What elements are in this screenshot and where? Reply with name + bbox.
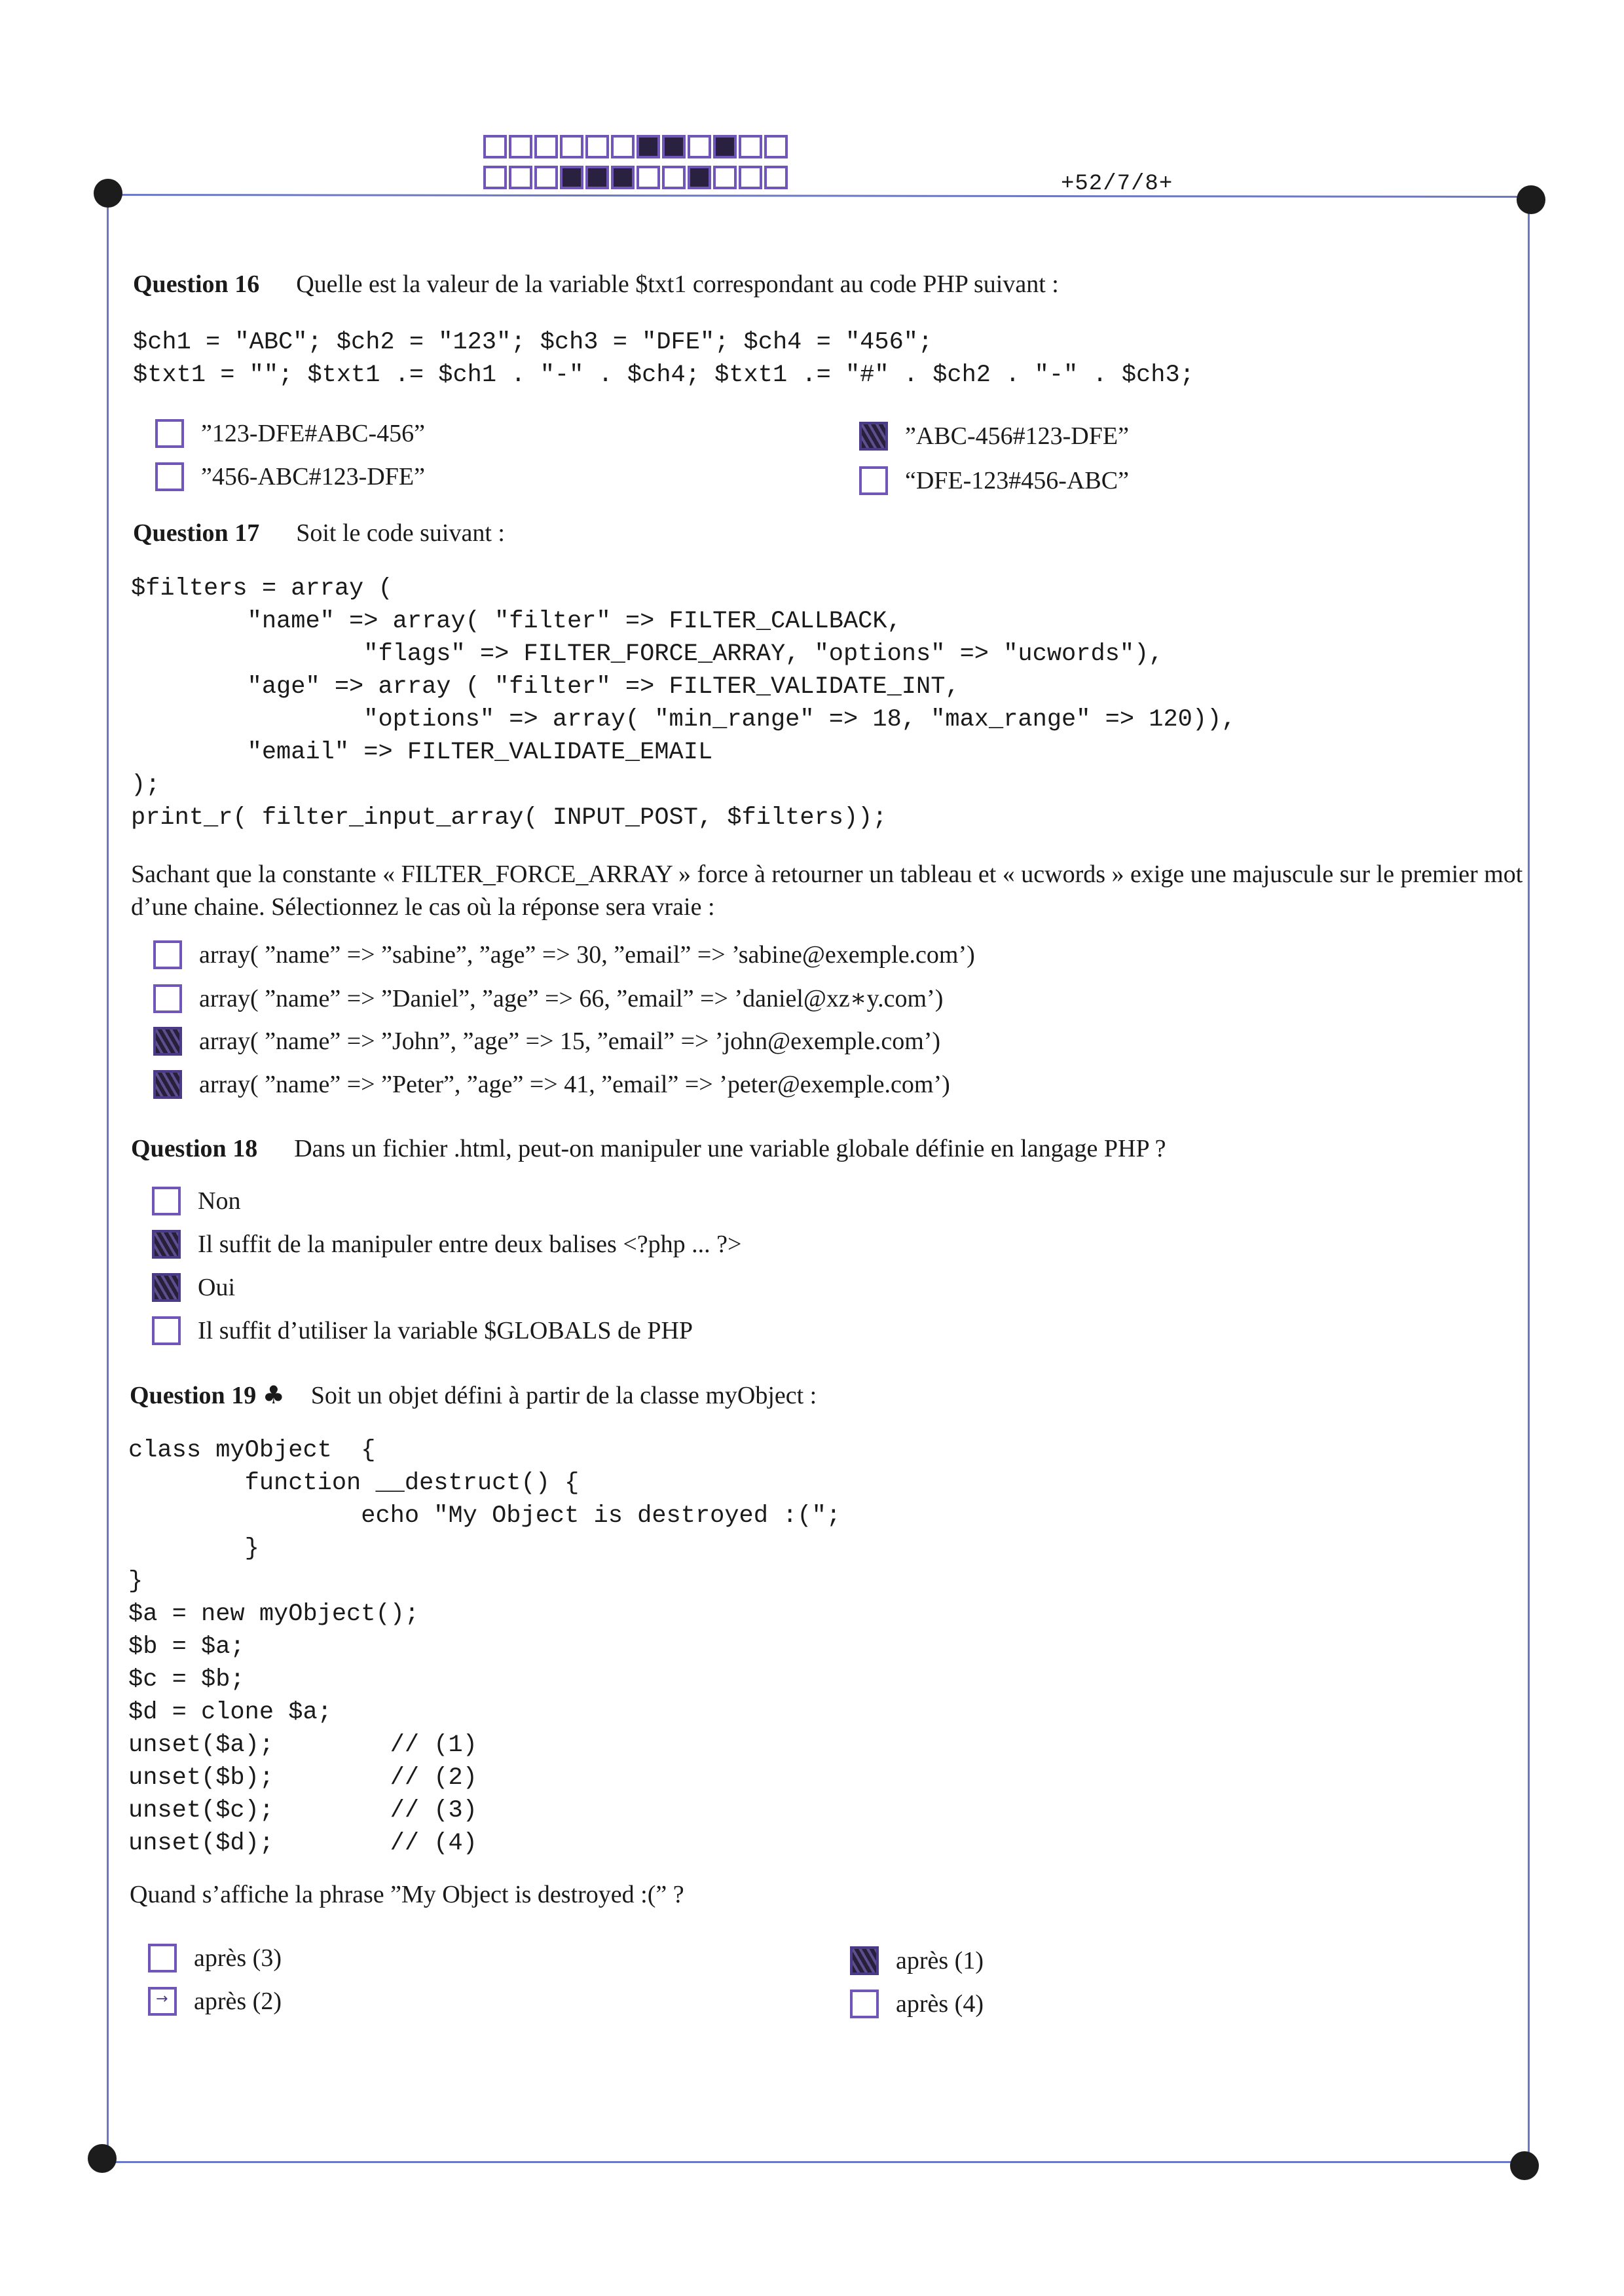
barcode-cell: [483, 135, 507, 158]
q17-option-2-label: array( ”name” => ”Daniel”, ”age” => 66, ”email” => ’daniel@xz∗y.com’): [199, 985, 944, 1012]
question-19-text: Soit un objet défini à partir de la classe myObject :: [310, 1382, 817, 1409]
q19-option-2[interactable]: [148, 1987, 282, 2016]
q17-option-1-label: array( ”name” => ”sabine”, ”age” => 30, ”email” => ’sabine@exemple.com’): [199, 941, 975, 969]
barcode-cell: [764, 166, 788, 189]
question-18-number: Question 18: [131, 1135, 258, 1162]
q16-option-2-label: ”456-ABC#123-DFE”: [201, 463, 425, 491]
q18-option-1[interactable]: [152, 1187, 240, 1215]
question-18-text: Dans un fichier .html, peut-on manipuler une variable globale définie en langage PHP ?: [294, 1135, 1166, 1162]
barcode-row-top: [483, 135, 790, 158]
q19-option-1-label: après (3): [194, 1944, 282, 1972]
q16-option-4-checkbox[interactable]: [859, 466, 888, 495]
q16-option-3[interactable]: [859, 422, 1129, 451]
question-17-text: Soit le code suivant :: [296, 519, 505, 547]
q16-option-1-label: ”123-DFE#ABC-456”: [201, 420, 425, 447]
q19-option-3-label: après (1): [896, 1947, 984, 1974]
barcode-cell: [662, 135, 686, 158]
q18-option-3-label: Oui: [198, 1274, 235, 1301]
question-17-number: Question 17: [133, 519, 260, 547]
q19-option-3-checkbox[interactable]: [850, 1946, 879, 1975]
q16-option-4-label: “DFE-123#456-ABC”: [905, 467, 1129, 494]
q18-option-3[interactable]: [152, 1273, 235, 1302]
q18-option-1-label: Non: [198, 1187, 241, 1215]
question-17-heading: [133, 519, 505, 547]
question-19-number: Question 19: [130, 1382, 257, 1409]
barcode-cell: [637, 166, 660, 189]
barcode-cell: [483, 166, 507, 189]
q19-option-4[interactable]: [850, 1990, 984, 2018]
barcode-cell: [560, 166, 583, 189]
barcode-cell: [560, 135, 583, 158]
barcode-row-bottom: [483, 166, 790, 189]
q18-option-2[interactable]: [152, 1230, 741, 1259]
q18-option-1-checkbox[interactable]: [152, 1187, 181, 1215]
q17-option-3-label: array( ”name” => ”John”, ”age” => 15, ”email” => ’john@exemple.com’): [199, 1028, 941, 1055]
q17-option-4-label: array( ”name” => ”Peter”, ”age” => 41, ”email” => ’peter@exemple.com’): [199, 1071, 950, 1098]
q16-option-2-checkbox[interactable]: [155, 462, 184, 491]
barcode-cell: [662, 166, 686, 189]
q19-option-2-checkbox[interactable]: [148, 1987, 177, 2016]
barcode-cell: [688, 135, 711, 158]
q17-option-1[interactable]: [153, 940, 975, 969]
question-16-text: Quelle est la valeur de la variable $txt1 correspondant au code PHP suivant :: [296, 270, 1059, 298]
q18-option-2-checkbox[interactable]: [152, 1230, 181, 1259]
q16-option-3-label: ”ABC-456#123-DFE”: [905, 422, 1129, 450]
barcode-cell: [688, 166, 711, 189]
page-id: +52/7/8+: [1061, 172, 1173, 196]
frame-top-line: [108, 194, 1536, 198]
q17-option-2-checkbox[interactable]: [153, 984, 182, 1013]
question-18-heading: [131, 1134, 1166, 1163]
barcode-cell: [739, 166, 762, 189]
barcode-cell: [713, 135, 737, 158]
corner-marker-bottom-left: [88, 2144, 117, 2173]
question-16-number: Question 16: [133, 270, 260, 298]
question-19-heading: [130, 1380, 817, 1410]
barcode-cell: [585, 166, 609, 189]
q18-option-4-label: Il suffit d’utiliser la variable $GLOBALS de PHP: [198, 1317, 693, 1344]
corner-marker-top-left: [94, 179, 122, 208]
q18-option-4[interactable]: [152, 1316, 693, 1345]
barcode-cell: [764, 135, 788, 158]
q18-option-4-checkbox[interactable]: [152, 1316, 181, 1345]
club-icon: ♣: [262, 1380, 285, 1409]
q18-option-2-label: Il suffit de la manipuler entre deux balises <?php ... ?>: [198, 1231, 742, 1258]
question-16-code: $ch1 = "ABC"; $ch2 = "123"; $ch3 = "DFE"; $ch4 = "456"; $txt1 = ""; $txt1 .= $ch1 . "-" . $ch4; $txt1 .= "#" . $ch2 . "-" . $ch3;: [133, 329, 1194, 389]
barcode-cell: [611, 166, 635, 189]
question-17-paragraph: Sachant que la constante « FILTER_FORCE_ARRAY » force à retourner un tableau et « ucwords » exige une majuscule sur le premier mot d’une chaine. Sélectionnez le cas où la réponse sera vraie :: [131, 861, 1523, 921]
q19-option-4-checkbox[interactable]: [850, 1990, 879, 2018]
barcode-cell: [534, 135, 558, 158]
barcode-cell: [509, 135, 532, 158]
barcode-cell: [713, 166, 737, 189]
q19-option-1[interactable]: [148, 1944, 282, 1972]
barcode-cell: [585, 135, 609, 158]
q16-option-1[interactable]: [155, 419, 425, 448]
q19-option-1-checkbox[interactable]: [148, 1944, 177, 1972]
barcode-cell: [637, 135, 660, 158]
frame-left-line: [107, 203, 109, 2168]
q18-option-3-checkbox[interactable]: [152, 1273, 181, 1302]
q16-option-1-checkbox[interactable]: [155, 419, 184, 448]
q17-option-3-checkbox[interactable]: [153, 1027, 182, 1056]
q16-option-4[interactable]: [859, 466, 1129, 495]
corner-marker-bottom-right: [1510, 2151, 1539, 2180]
q19-option-4-label: après (4): [896, 1990, 984, 2018]
question-19-code: class myObject { function __destruct() { echo "My Object is destroyed :("; } } $a = new myObject(); $b = $a; $c = $b; $d = clone $a; unset($a); // (1) unset($b); // (2) unset($c); // (3) unset($d); // (4): [128, 1437, 841, 1857]
q17-option-1-checkbox[interactable]: [153, 940, 182, 969]
barcode-cell: [739, 135, 762, 158]
q19-option-2-label: après (2): [194, 1988, 282, 2015]
q17-option-2[interactable]: [153, 984, 943, 1013]
corner-marker-top-right: [1517, 185, 1545, 214]
question-16-heading: [133, 270, 1059, 299]
question-19-paragraph: Quand s’affiche la phrase ”My Object is destroyed :(” ?: [130, 1881, 684, 1908]
barcode-cell: [611, 135, 635, 158]
frame-bottom-line: [105, 2161, 1532, 2163]
barcode-cell: [509, 166, 532, 189]
barcode-cell: [534, 166, 558, 189]
q16-option-3-checkbox[interactable]: [859, 422, 888, 451]
q17-option-3[interactable]: [153, 1027, 940, 1056]
q17-option-4[interactable]: [153, 1070, 950, 1099]
q16-option-2[interactable]: [155, 462, 425, 491]
question-17-code: $filters = array ( "name" => array( "filter" => FILTER_CALLBACK, "flags" => FILTER_FORCE_ARRAY, "options" => "ucwords"), "age" => array ( "filter" => FILTER_VALIDATE_INT, "options" => array( "min_range" => 18, "max_range" => 120)), "email" => FILTER_VALIDATE_EMAIL ); print_r( filter_input_array( INPUT_POST, $filters));: [131, 575, 1236, 832]
q19-option-3[interactable]: [850, 1946, 984, 1975]
q17-option-4-checkbox[interactable]: [153, 1070, 182, 1099]
